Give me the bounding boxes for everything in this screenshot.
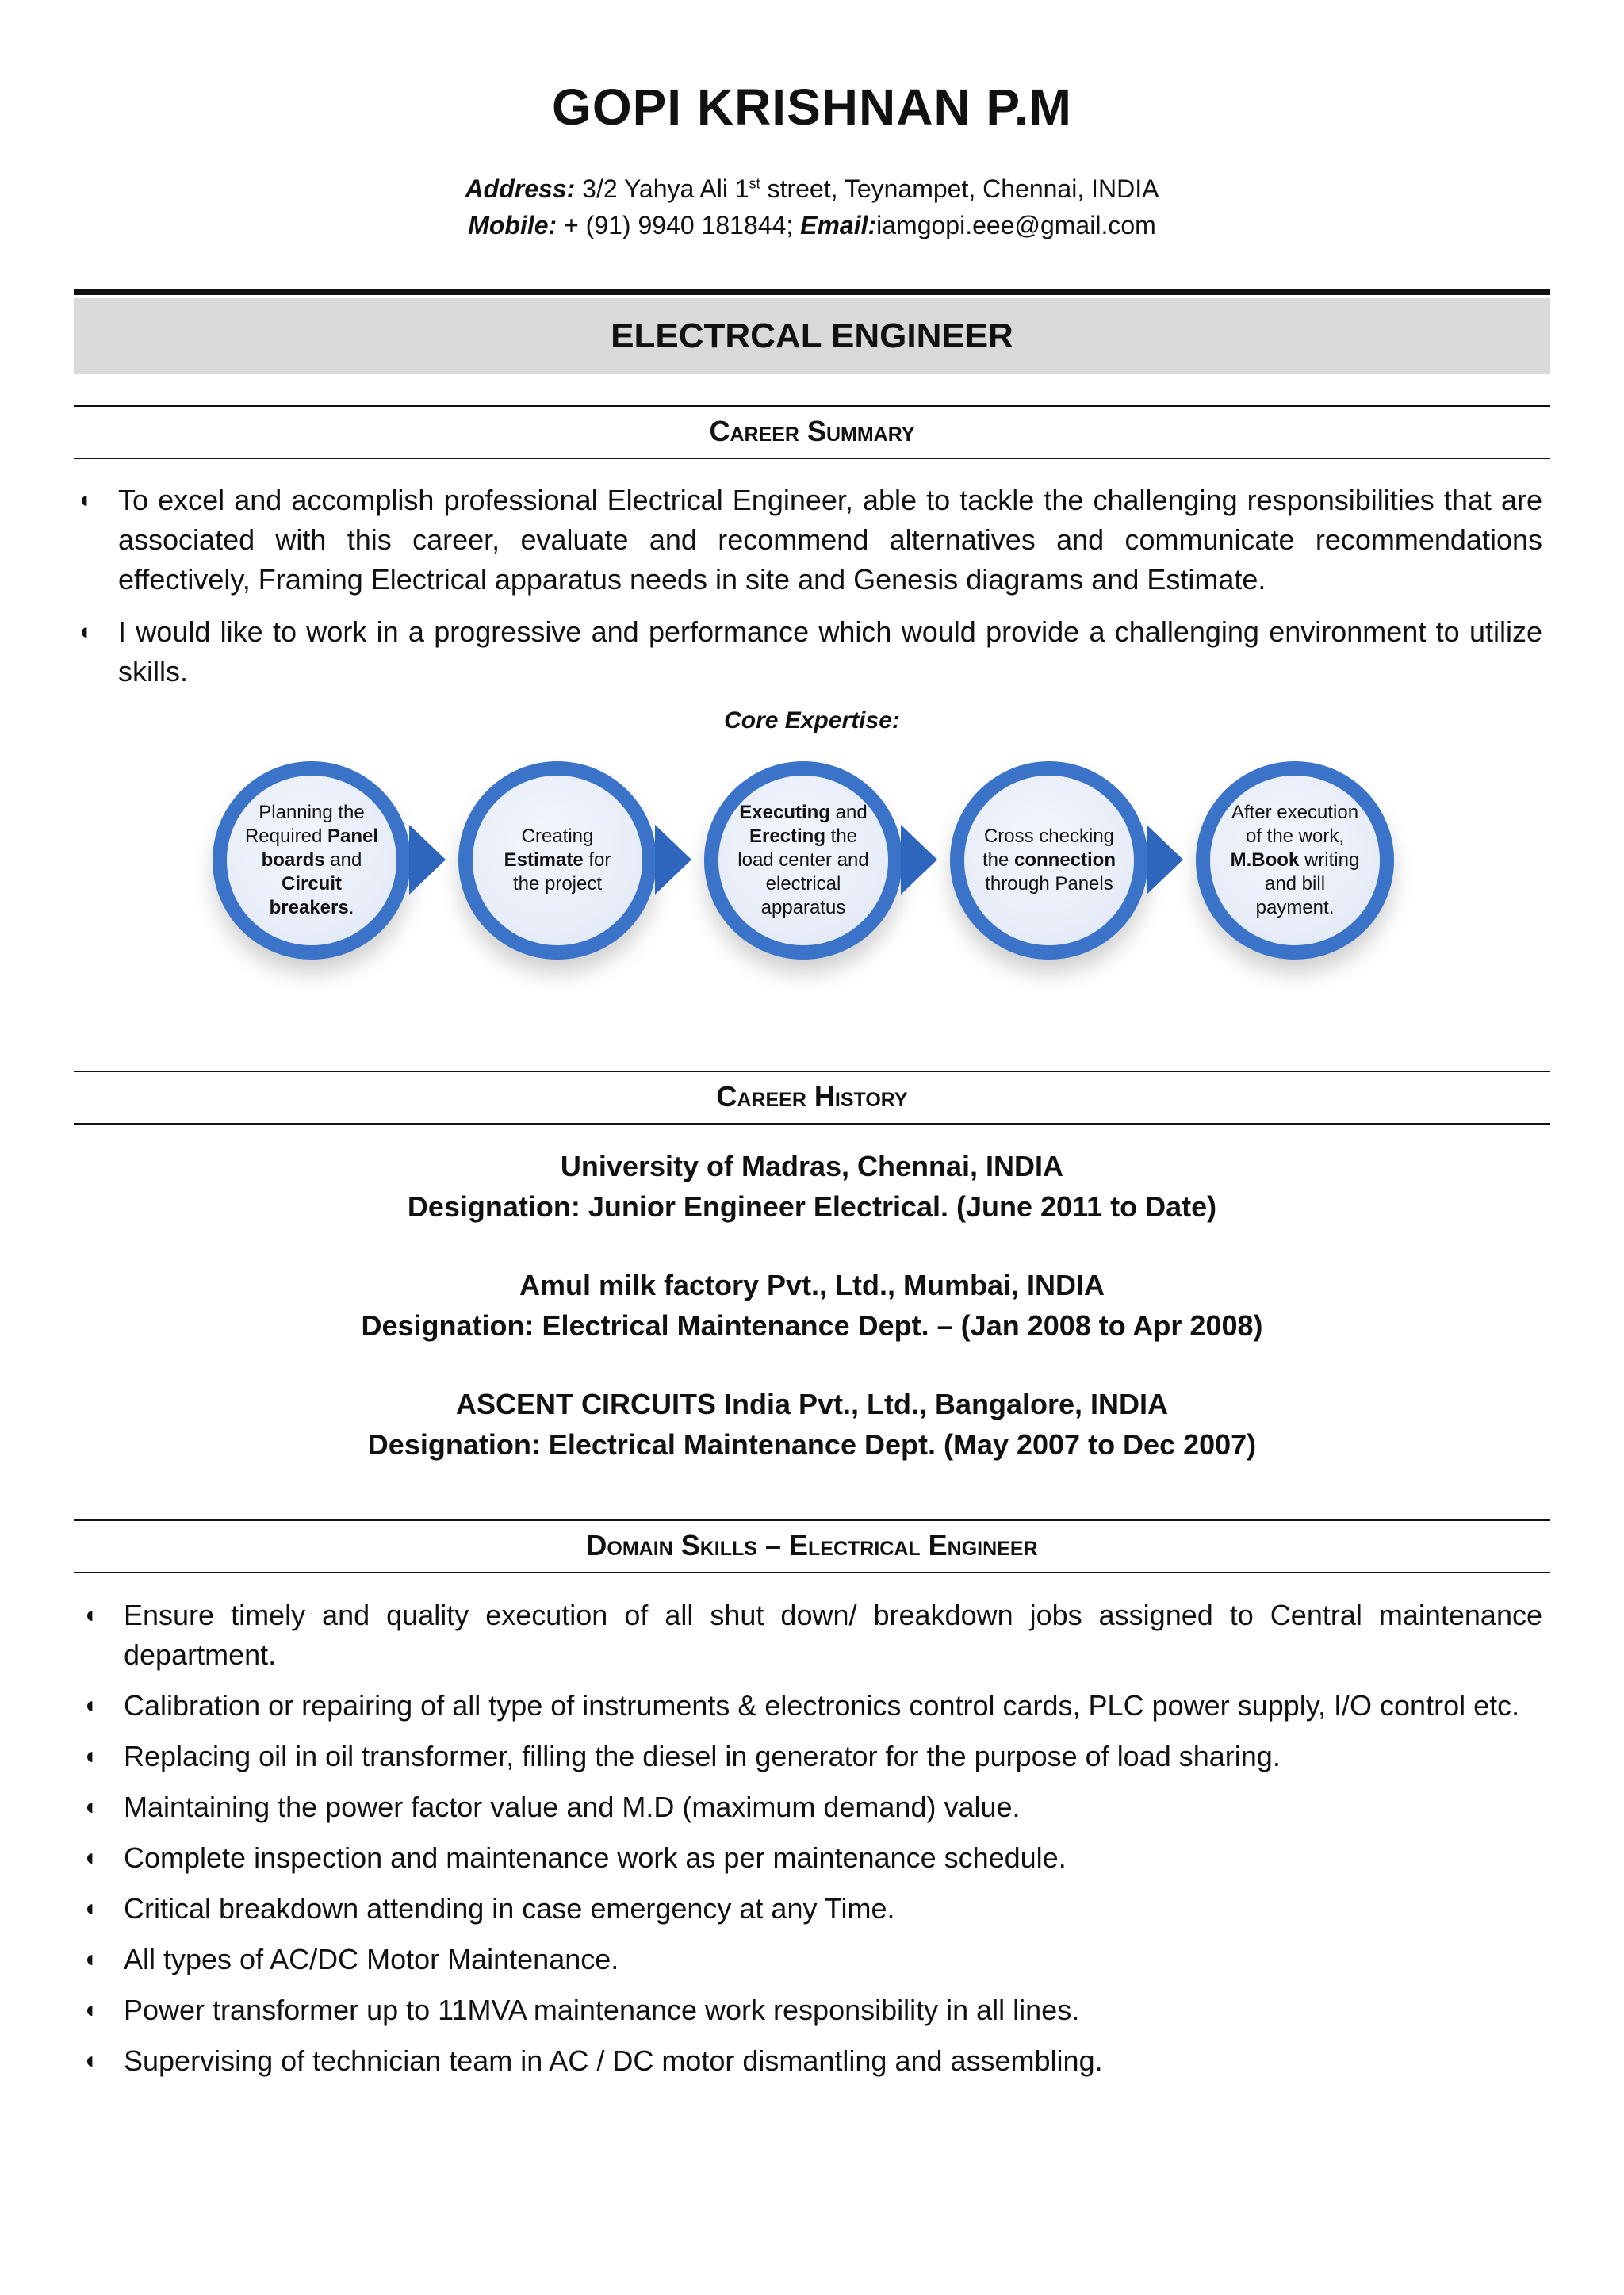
career-history-title: Career History	[716, 1080, 908, 1113]
list-item: ◖ Calibration or repairing of all type of instruments & electronics control cards, PLC power supply, I/O control etc.	[79, 1686, 1542, 1726]
core-expertise-diagram	[190, 761, 1459, 1031]
career-summary-list	[74, 481, 1542, 692]
section-rule	[74, 1123, 1550, 1125]
expertise-step: Executing and Erecting the load center and electrical apparatus	[704, 761, 902, 960]
list-item: ◖ Replacing oil in oil transformer, filling the diesel in generator for the purpose of load sharing.	[79, 1737, 1542, 1776]
bullet-icon: ◖	[82, 1743, 98, 1769]
list-item: ◖ All types of AC/DC Motor Maintenance.	[79, 1940, 1542, 1979]
bullet-icon: ◖	[82, 1997, 98, 2023]
expertise-step: Cross checking the connection through Panels	[950, 761, 1148, 960]
bullet-icon: ◖	[82, 1895, 98, 1921]
bullet-icon: ◖	[82, 1692, 98, 1718]
list-item: ◖ Maintaining the power factor value and M.D (maximum demand) value.	[79, 1787, 1542, 1827]
mobile-value: + (91) 9940 181844;	[557, 211, 801, 239]
mobile-label: Mobile:	[468, 211, 557, 239]
section-rule	[74, 458, 1550, 459]
header-divider	[74, 289, 1550, 295]
bullet-icon: ◖	[77, 487, 92, 513]
bullet-icon: ◖	[82, 1946, 98, 1972]
job-org: University of Madras, Chennai, INDIA	[560, 1150, 1064, 1182]
bullet-icon: ◖	[77, 619, 92, 645]
bullet-icon: ◖	[82, 1602, 98, 1628]
address-line: Address: 3/2 Yahya Ali 1st street, Teynampet, Chennai, INDIA	[465, 174, 1159, 203]
address-label: Address:	[465, 174, 576, 203]
section-rule	[74, 1572, 1550, 1573]
job-org: Amul milk factory Pvt., Ltd., Mumbai, INDIA	[519, 1269, 1105, 1301]
job-designation: Designation: Electrical Maintenance Dept. (May 2007 to Dec 2007)	[367, 1428, 1257, 1461]
list-item: ◖ Ensure timely and quality execution of all shut down/ breakdown jobs assigned to Central maintenance department.	[79, 1596, 1542, 1675]
list-item: ◖ Complete inspection and maintenance work as per maintenance schedule.	[79, 1838, 1542, 1878]
job-designation: Designation: Junior Engineer Electrical. (June 2011 to Date)	[407, 1190, 1217, 1223]
expertise-step: Planning the Required Panel boards and Circuit breakers.	[213, 761, 411, 960]
candidate-name: GOPI KRISHNAN P.M	[552, 79, 1072, 136]
arrow-right-icon	[655, 825, 691, 895]
core-expertise-label: Core Expertise:	[724, 707, 900, 734]
bullet-icon: ◖	[82, 1794, 98, 1820]
list-item: ◖ Supervising of technician team in AC / DC motor dismantling and assembling.	[79, 2041, 1542, 2081]
job-title-banner: ELECTRCAL ENGINEER	[74, 298, 1550, 374]
list-item: ◖ To excel and accomplish professional Electrical Engineer, able to tackle the challenging responsibilities that are associated with this career, evaluate and recommend alternatives and communicate recommendations effectively, Framing Electrical apparatus needs in site and Genesis diagrams and Estimate.	[74, 481, 1542, 600]
bullet-icon: ◖	[82, 2048, 98, 2074]
bullet-icon: ◖	[82, 1845, 98, 1871]
list-item: ◖ I would like to work in a progressive and performance which would provide a challenging environment to utilize skills.	[74, 612, 1542, 692]
email-label: Email:	[800, 211, 877, 239]
job-designation: Designation: Electrical Maintenance Dept. – (Jan 2008 to Apr 2008)	[361, 1309, 1263, 1342]
career-summary-title: Career Summary	[709, 415, 915, 447]
arrow-right-icon	[901, 825, 937, 895]
job-org: ASCENT CIRCUITS India Pvt., Ltd., Bangalore, INDIA	[455, 1388, 1169, 1420]
expertise-step: After execution of the work, M.Book writing and bill payment.	[1196, 761, 1394, 960]
list-item: ◖ Power transformer up to 11MVA maintenance work responsibility in all lines.	[79, 1990, 1542, 2030]
domain-skills-list	[79, 1596, 1542, 2081]
arrow-right-icon	[1147, 825, 1183, 895]
email-value[interactable]: iamgopi.eee@gmail.com	[876, 211, 1156, 239]
arrow-right-icon	[409, 825, 446, 895]
list-item: ◖ Critical breakdown attending in case emergency at any Time.	[79, 1889, 1542, 1929]
contact-line	[0, 211, 1624, 240]
domain-skills-title: Domain Skills – Electrical Engineer	[586, 1529, 1038, 1561]
expertise-step: Creating Estimate for the project	[458, 761, 657, 960]
